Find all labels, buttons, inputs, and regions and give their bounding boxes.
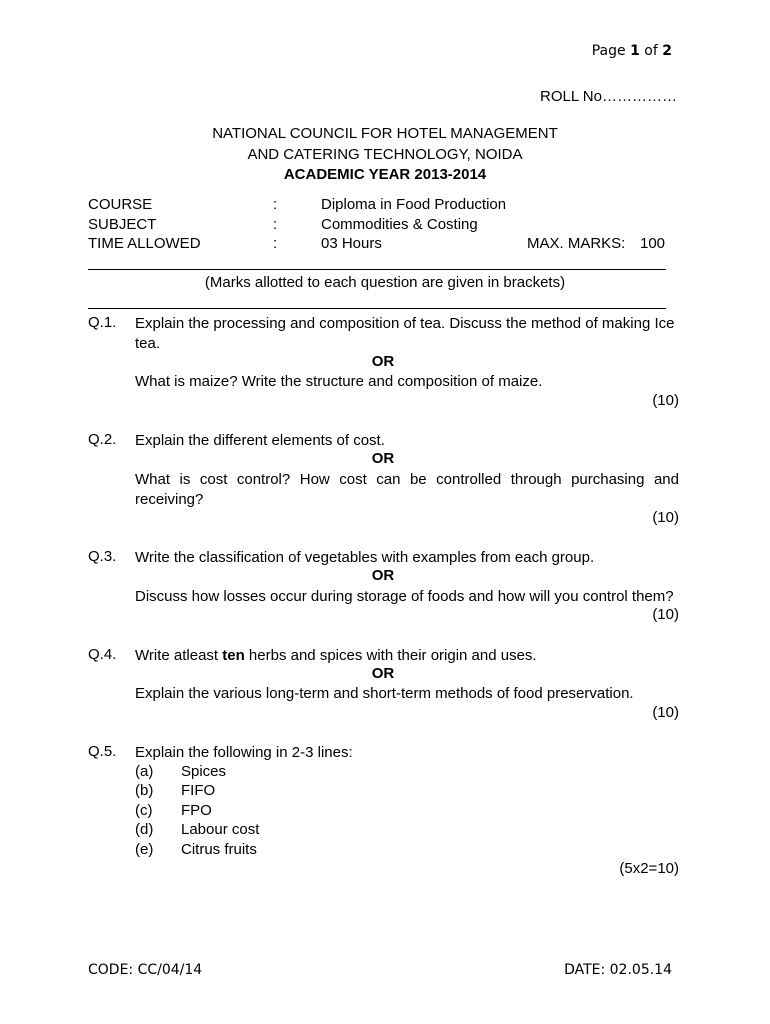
institution-title-line2: AND CATERING TECHNOLOGY, NOIDA — [247, 146, 523, 163]
sub-item-letter: (d) — [135, 821, 154, 838]
question-marks: (10) — [652, 606, 679, 623]
question-text: Explain the different elements of cost. — [135, 432, 385, 449]
question-text-pre: Write atleast — [135, 647, 223, 664]
or-separator: OR — [371, 665, 395, 682]
question-text: Explain the processing and composition of tea. Discuss the method of making Ice tea. — [135, 315, 675, 352]
question-number: Q.1. — [88, 314, 117, 331]
max-marks-label: MAX. MARKS: — [527, 235, 626, 252]
divider-bottom — [88, 308, 666, 309]
sub-item-text: FPO — [181, 802, 212, 819]
exam-code: CODE: CC/04/14 — [88, 962, 203, 978]
question-number: Q.5. — [88, 743, 117, 760]
question-alternative: What is maize? Write the structure and composition of maize. — [135, 373, 543, 390]
time-allowed-label: TIME ALLOWED — [88, 235, 201, 252]
question-marks: (10) — [652, 509, 679, 526]
question-number: Q.3. — [88, 548, 117, 565]
subject-label: SUBJECT — [88, 216, 157, 233]
sub-item-letter: (a) — [135, 763, 154, 780]
academic-year: ACADEMIC YEAR 2013-2014 — [283, 166, 487, 183]
question-marks: (5x2=10) — [619, 860, 679, 877]
question-marks: (10) — [652, 392, 679, 409]
time-allowed-value: 03 Hours — [321, 235, 382, 252]
sub-item-letter: (c) — [135, 802, 153, 819]
question-alternative: Explain the various long-term and short-term methods of food preservation. — [135, 685, 634, 702]
question-number: Q.2. — [88, 431, 117, 448]
time-allowed-colon: : — [273, 235, 278, 252]
or-separator: OR — [371, 353, 395, 370]
sub-item-text: Citrus fruits — [181, 841, 257, 858]
question-text: Explain the following in 2-3 lines: — [135, 744, 353, 761]
or-separator: OR — [371, 450, 395, 467]
page-current: 1 — [630, 43, 640, 59]
course-colon: : — [273, 196, 278, 213]
subject-value: Commodities & Costing — [321, 216, 478, 233]
exam-date: DATE: 02.05.14 — [564, 962, 672, 978]
sub-item-text: Labour cost — [181, 821, 260, 838]
question-text-emphasis: ten — [222, 647, 245, 664]
question-number: Q.4. — [88, 646, 117, 663]
marks-instruction: (Marks allotted to each question are given in brackets) — [204, 274, 566, 291]
or-separator: OR — [371, 567, 395, 584]
sub-item-letter: (b) — [135, 782, 154, 799]
question-alternative: Discuss how losses occur during storage of foods and how will you control them? — [135, 588, 674, 605]
sub-item-text: FIFO — [181, 782, 216, 799]
divider-top — [88, 269, 666, 270]
max-marks-value: 100 — [640, 235, 666, 252]
question-marks: (10) — [652, 704, 679, 721]
question-alternative: What is cost control? How cost can be controlled through purchasing and receiving? — [135, 471, 679, 508]
page-number — [592, 43, 672, 59]
question-text — [135, 646, 679, 666]
institution-title-line1: NATIONAL COUNCIL FOR HOTEL MANAGEMENT — [212, 125, 558, 142]
page-of: of — [644, 43, 658, 59]
page-prefix: Page — [591, 43, 626, 59]
sub-item-text: Spices — [181, 763, 227, 780]
question-text: Write the classification of vegetables with examples from each group. — [135, 549, 595, 566]
roll-number-label: ROLL No…………… — [540, 88, 677, 105]
course-label: COURSE — [88, 196, 153, 213]
subject-colon: : — [273, 216, 278, 233]
page-total: 2 — [662, 43, 672, 59]
question-text-post: herbs and spices with their origin and uses. — [244, 647, 537, 664]
course-value: Diploma in Food Production — [321, 196, 507, 213]
sub-item-letter: (e) — [135, 841, 154, 858]
